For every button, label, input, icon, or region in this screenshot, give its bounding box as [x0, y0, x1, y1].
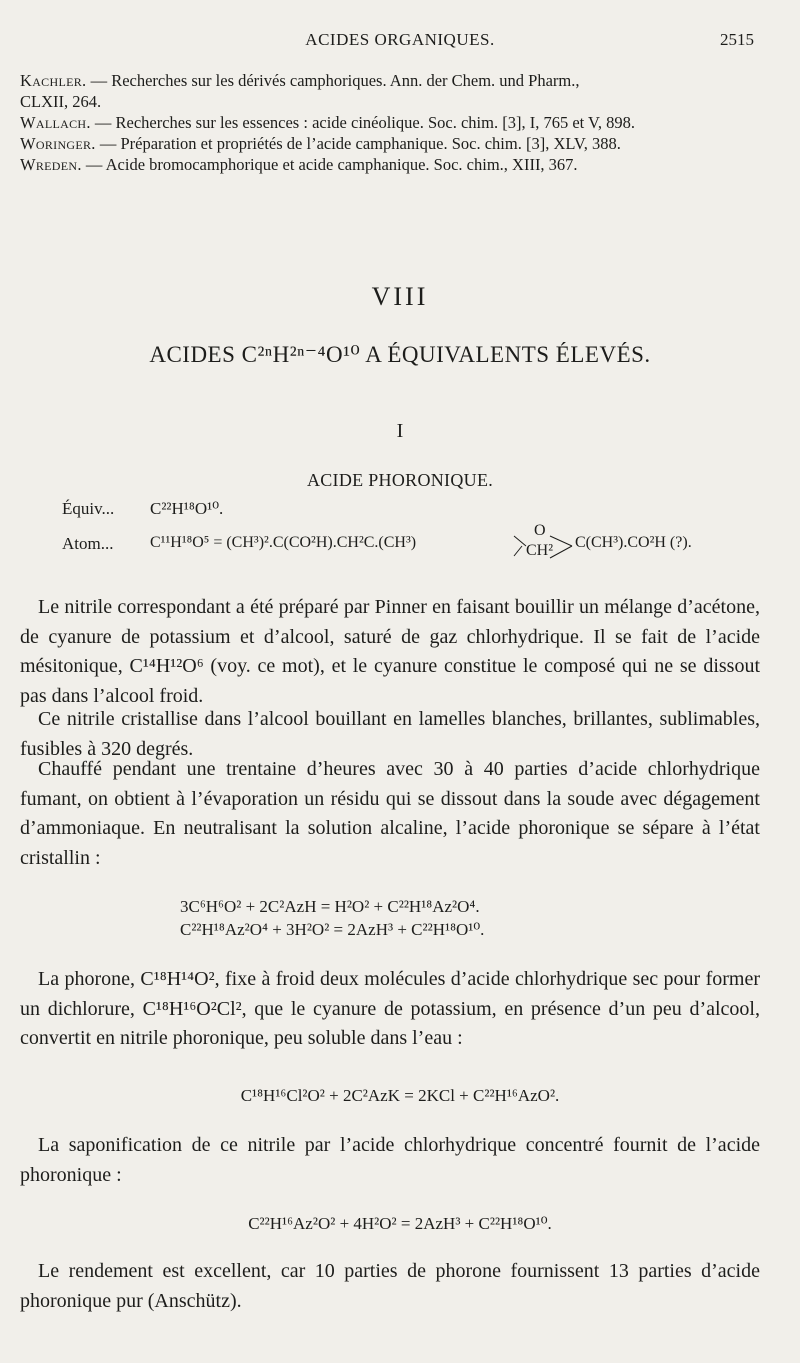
- body-paragraph: La phorone, C¹⁸H¹⁴O², fixe à froid deux molécules d’acide chlorhydrique sec pour former un dichlorure, C¹⁸H¹⁶O²Cl², que le cyanure de potassium, en présence d’un peu d’alcool, convertit en nitrile phoronique, peu soluble dans l’eau :: [20, 968, 760, 1049]
- body-paragraph: Chauffé pendant une trentaine d’heures avec 30 à 40 parties d’acide chlorhydrique fumant, on obtient à l’évaporation un résidu qui se dissout dans la soude avec dégagement d’ammoniaque. En neutralisant la solution alcaline, l’acide phoronique se sépare à l’état cristallin :: [20, 758, 760, 869]
- running-title: ACIDES ORGANIQUES.: [305, 30, 495, 49]
- atom-formula-left: C¹¹H¹⁸O⁵ = (CH³)².C(CO²H).CH²C.(CH³): [150, 534, 417, 551]
- reference-entry: Kachler. — Recherches sur les dérivés camphoriques. Ann. der Chem. und Pharm.,: [20, 71, 580, 90]
- reference-list: [20, 70, 760, 175]
- page-header: [0, 30, 800, 56]
- ring-oxygen: O: [534, 522, 546, 539]
- atomic-formula: [62, 524, 762, 568]
- equivalent-formula: [62, 499, 223, 519]
- reference-entry: Wreden. — Acide bromocamphorique et acide camphanique. Soc. chim., XIII, 367.: [20, 155, 578, 174]
- page-number: 2515: [720, 30, 754, 49]
- ring-methylene: CH²: [526, 542, 554, 559]
- subsection-title: ACIDE PHORONIQUE.: [306, 470, 494, 490]
- section-number: VIII: [371, 282, 429, 311]
- reference-continuation: CLXII, 264.: [20, 92, 102, 111]
- section-title: ACIDES C²ⁿH²ⁿ⁻⁴O¹⁰ A ÉQUIVALENTS ÉLEVÉS.: [149, 342, 651, 367]
- reference-entry: Woringer. — Préparation et propriétés de l’acide camphanique. Soc. chim. [3], XLV, 388.: [20, 134, 621, 153]
- body-paragraph: Ce nitrile cristallise dans l’alcool bouillant en lamelles blanches, brillantes, sublimables, fusibles à 320 degrés.: [20, 708, 760, 760]
- body-paragraph: La saponification de ce nitrile par l’acide chlorhydrique concentré fournit de l’acide phoronique :: [20, 1134, 760, 1186]
- equation: C²²H¹⁸Az²O⁴ + 3H²O² = 2AzH³ + C²²H¹⁸O¹⁰.: [180, 920, 485, 939]
- equation: C²²H¹⁶Az²O² + 4H²O² = 2AzH³ + C²²H¹⁸O¹⁰.: [248, 1214, 552, 1233]
- subsection-number: I: [396, 420, 404, 442]
- equation: C¹⁸H¹⁶Cl²O² + 2C²AzK = 2KCl + C²²H¹⁶AzO².: [240, 1086, 560, 1105]
- reference-entry: Wallach. — Recherches sur les essences : acide cinéolique. Soc. chim. [3], I, 765 et V, 898.: [20, 113, 635, 132]
- equiv-label: Équiv...: [62, 499, 115, 518]
- equiv-value: C²²H¹⁸O¹⁰.: [150, 499, 224, 518]
- body-paragraph: Le rendement est excellent, car 10 parties de phorone fournissent 13 parties d’acide phoronique pur (Anschütz).: [20, 1260, 760, 1312]
- atom-formula-right: C(CH³).CO²H (?).: [575, 534, 692, 551]
- equation: 3C⁶H⁶O² + 2C²AzH = H²O² + C²²H¹⁸Az²O⁴.: [180, 897, 480, 916]
- atom-label: Atom...: [62, 534, 114, 553]
- body-paragraph: Le nitrile correspondant a été préparé par Pinner en faisant bouillir un mélange d’acétone, de cyanure de potassium et d’alcool, saturé de gaz chlorhydrique. Il se fait de l’acide mésitonique, C¹⁴H¹²O⁶ (voy. ce mot), et le cyanure constitue le composé qui ne se dissout pas dans l’alcool froid.: [20, 596, 760, 707]
